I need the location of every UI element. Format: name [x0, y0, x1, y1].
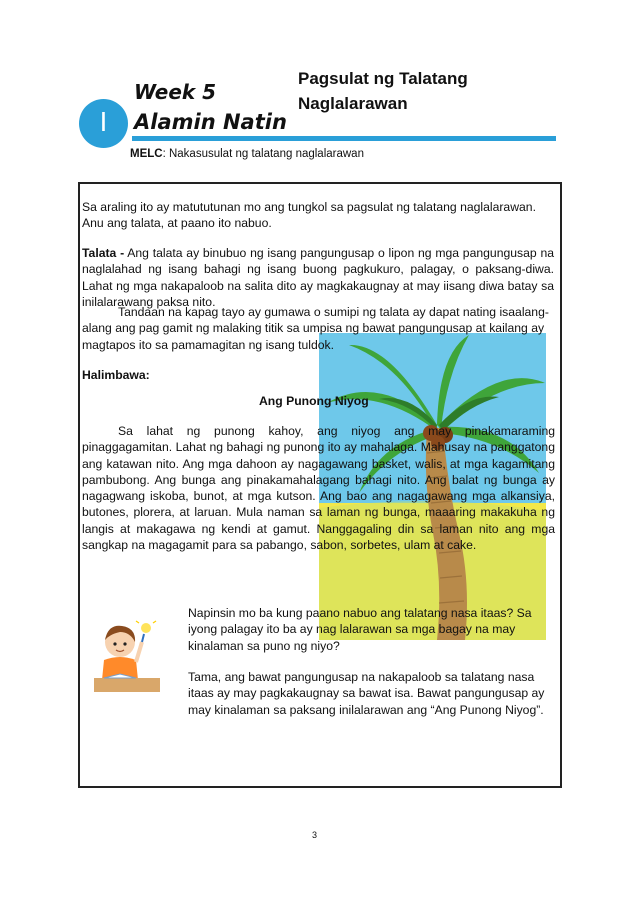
story-title: Ang Punong Niyog: [259, 394, 369, 408]
intro-paragraph: Sa araling ito ay matututunan mo ang tungkol sa pagsulat ng talatang naglalarawan. Anu ang talata, at paano ito nabuo.: [82, 200, 536, 231]
reflection-question: Napinsin mo ba kung paano nabuo ang talatang nasa itaas? Sa iyong palagay ito ba ay nag lalarawan sa mga bagay na may kinalaman sa puno ng niyo?: [188, 606, 532, 653]
week-label: Week 5: [134, 80, 217, 104]
child-writing-illustration: [90, 620, 166, 700]
tandaan-text: Tandaan na kapag tayo ay gumawa o sumipi ng talata ay dapat nating isaalang-alang ang pag gamit ng malaking titik sa umpisa ng bawat pangungusap at kailang ay magtapos ito sa pamamagitan ng isang tuldok.: [82, 305, 549, 352]
melc-text: : Nakasusulat ng talatang naglalarawan: [162, 148, 364, 160]
reflection-answer: Tama, ang bawat pangungusap na nakapaloob sa talatang nasa itaas ay may pagkakaugnay sa bawat isa. Bawat pangungusap ay may kinalaman sa paksang inilalarawan ang “Ang Punong Niyog”.: [188, 670, 545, 717]
halimbawa-heading: Halimbawa:: [82, 368, 150, 382]
lesson-title: [298, 66, 538, 116]
lesson-title-line2: Naglalarawan: [298, 94, 408, 113]
talata-text: Ang talata ay binubuo ng isang pangungusap o lipon ng mga pangungusap na naglalahad ng isang bahagi ng isang buong pagkukuro, palagay, o paksang-diwa. Lahat ng mga nakapaloob na salita dito ay magkakaugnay at may iisang diwa batay sa inilalarawang paksa nito.: [82, 246, 555, 309]
header-rule: [132, 136, 556, 141]
page-number: 3: [312, 830, 318, 840]
section-badge: I: [79, 99, 128, 148]
talata-definition: [82, 245, 554, 310]
lesson-title-line1: Pagsulat ng Talatang: [298, 69, 468, 88]
tandaan-paragraph: [82, 304, 554, 353]
story-paragraph: [82, 423, 555, 553]
section-title: Alamin Natin: [134, 110, 287, 134]
story-text: Sa lahat ng punong kahoy, ang niyog ang may pinakamaraming pinaggagamitan. Lahat ng bahagi ng punong ito ay mahalaga. Mahusay na panggatong ang katawan nito. Ang mga dahoon ay nagagawang basket, walis, at mga kagamitang pambubong. Ang bunga ang pinakamahalagang bahagi nito. Ang balat ng bunga ay nagagwang iskoba, bunot, at mga kutson. Ang bao ang nagagawang mga alkansiya, butones, plorera, at laruan. Mula naman sa laman ng bunga, maaaring makakuha ng langis at makagawa ng kendi at gamut. Nanggagaling din sa laman nito ang mga sangkap na magagamit para sa pabango, sabon, sorbetes, ulam at cake.: [82, 424, 555, 553]
melc-line: [130, 148, 364, 160]
talata-label: Talata -: [82, 246, 125, 260]
melc-label: MELC: [130, 148, 163, 160]
